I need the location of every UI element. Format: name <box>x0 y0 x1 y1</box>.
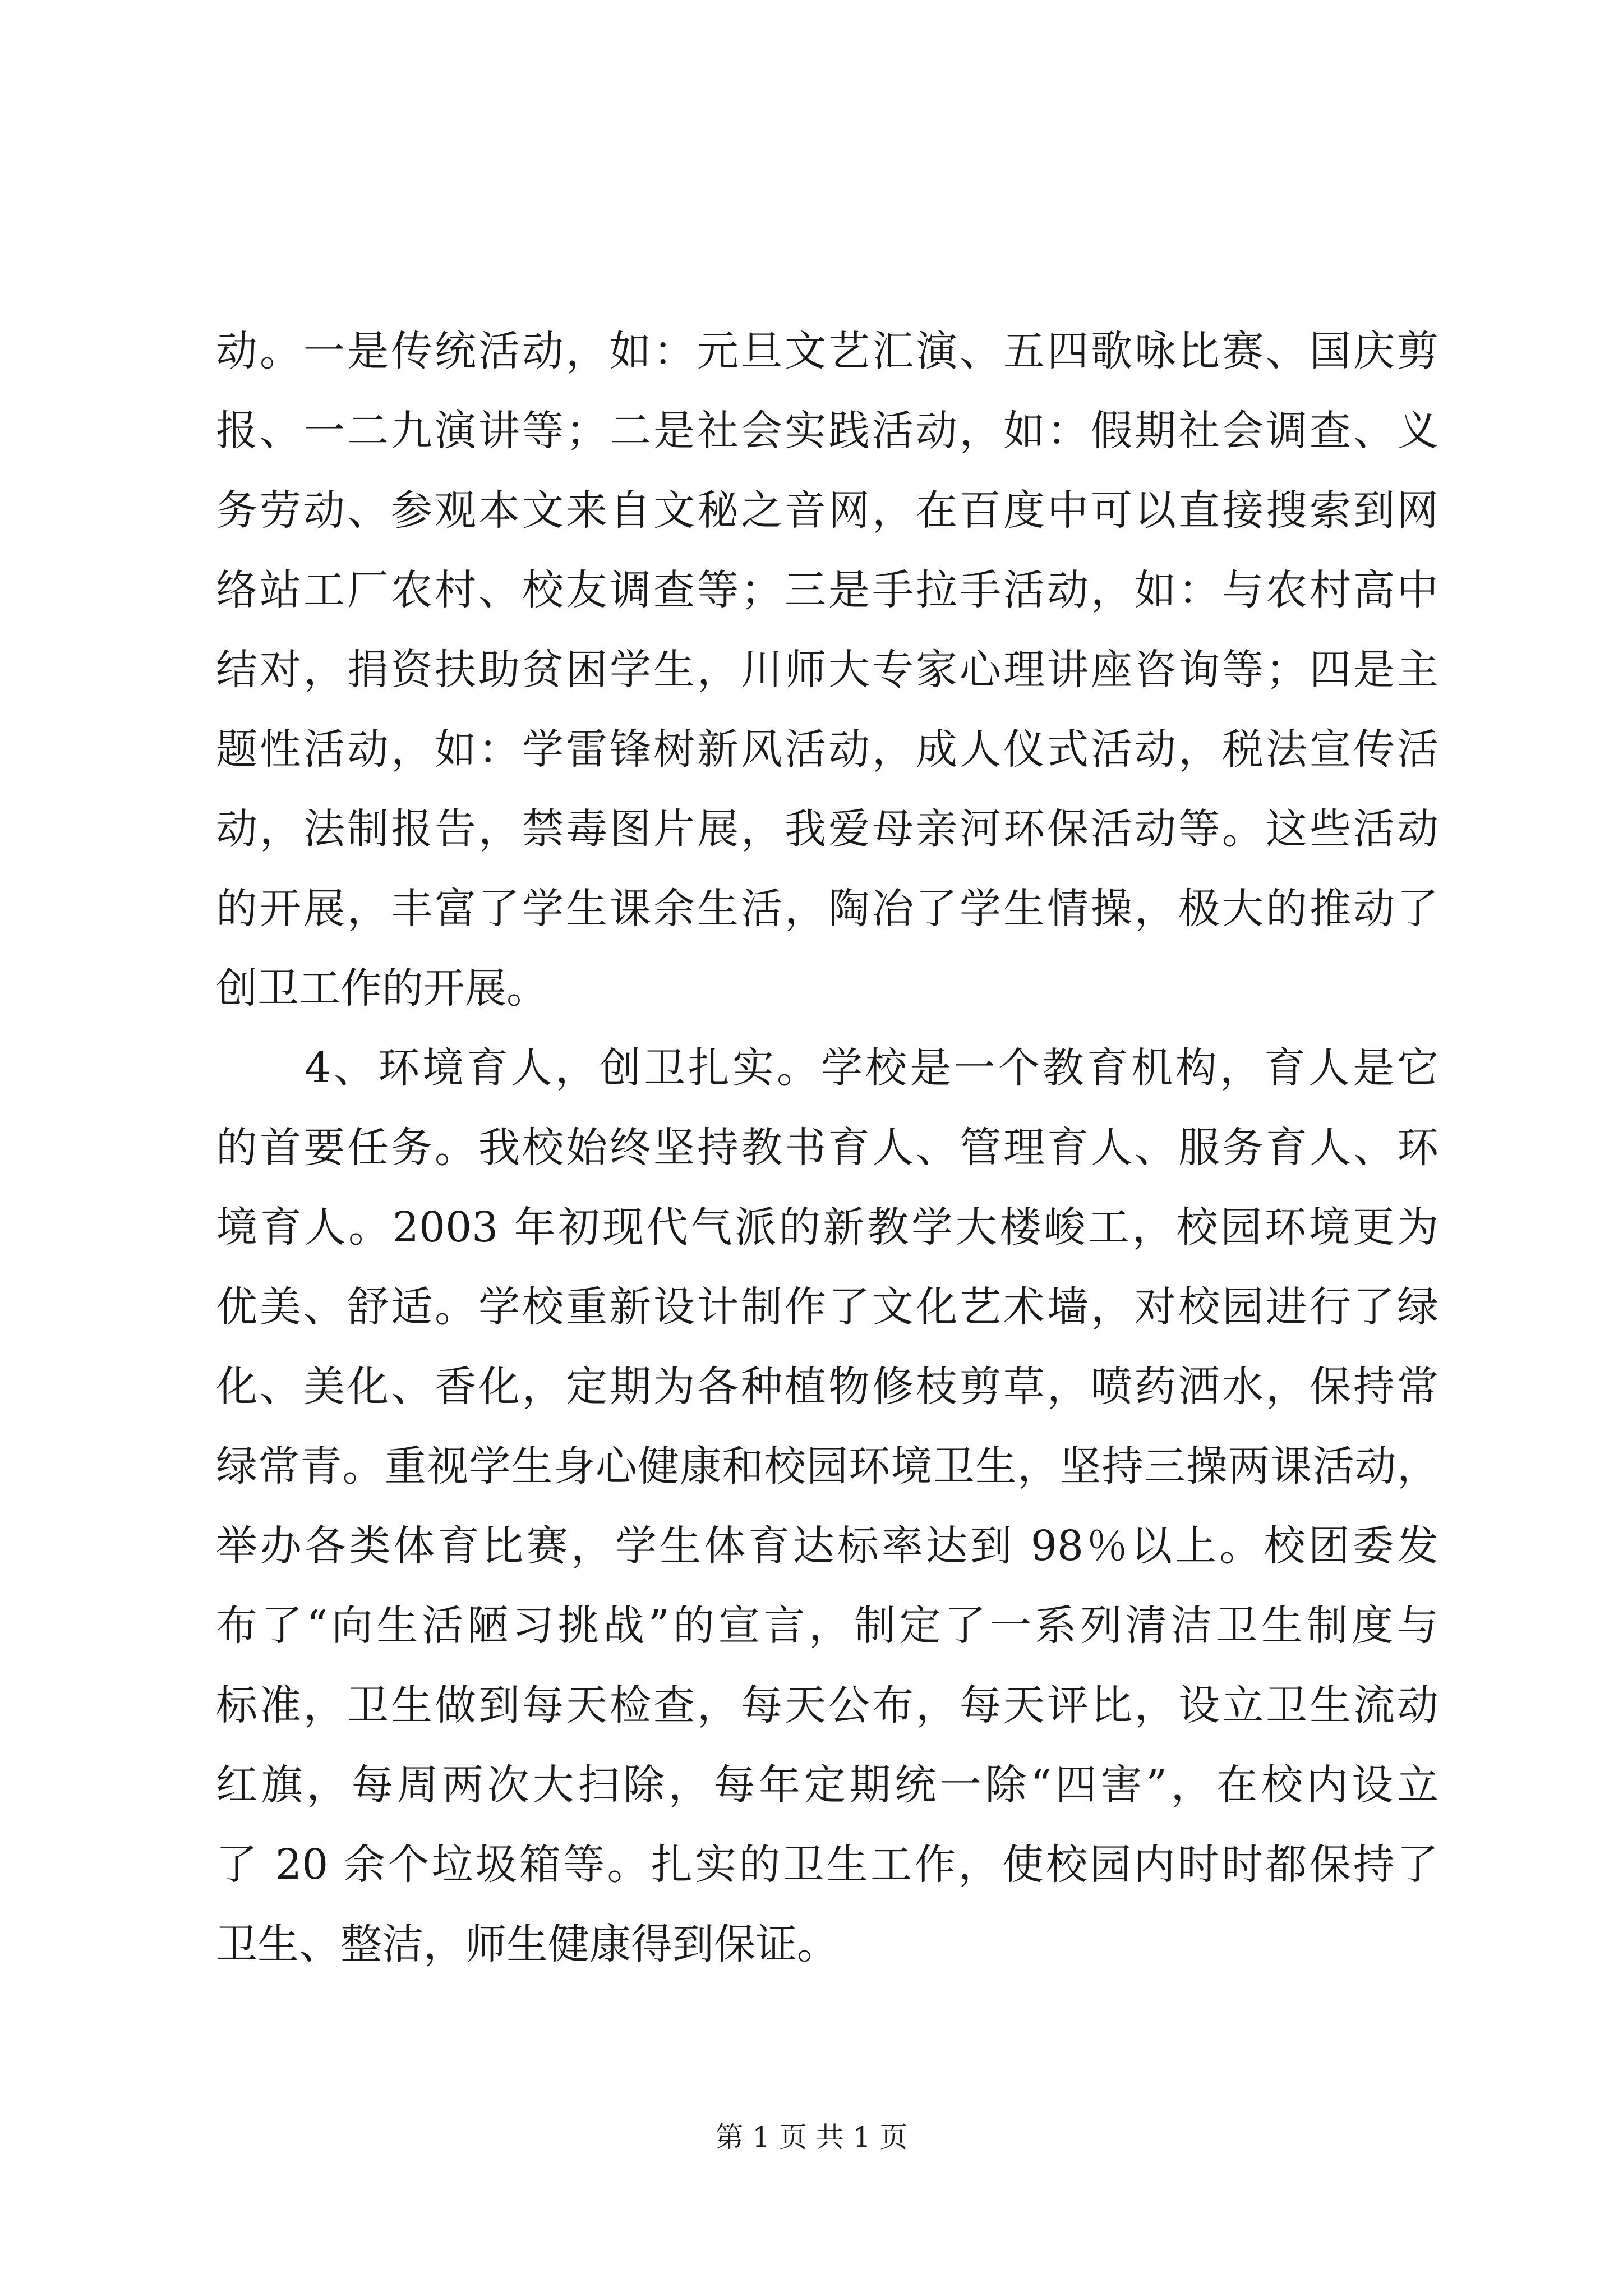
text-line: 的开展，丰富了学生课余生活，陶冶了学生情操，极大的推动了 <box>216 885 1438 933</box>
text-line: 了 20 余个垃圾箱等。扎实的卫生工作，使校园内时时都保持了 <box>216 1841 1438 1889</box>
text-line: 布了“向生活陋习挑战”的宣言，制定了一系列清洁卫生制度与 <box>216 1602 1438 1650</box>
text-line: 卫生、整洁，师生健康得到保证。 <box>216 1920 838 1968</box>
body-text <box>216 311 1438 1984</box>
text-line: 4、环境育人，创卫扎实。学校是一个教育机构，育人是它 <box>216 1044 1438 1092</box>
text-line: 题性活动，如：学雷锋树新风活动，成人仪式活动，税法宣传活 <box>216 725 1438 774</box>
text-line: 动。一是传统活动，如：元旦文艺汇演、五四歌咏比赛、国庆剪 <box>216 327 1438 375</box>
text-line: 绿常青。重视学生身心健康和校园环境卫生，坚持三操两课活动， <box>216 1442 1438 1490</box>
text-line: 务劳动、参观本文来自文秘之音网，在百度中可以直接搜索到网 <box>216 486 1438 535</box>
text-line: 报、一二九演讲等；二是社会实践活动，如：假期社会调查、义 <box>216 407 1438 455</box>
text-line: 络站工厂农村、校友调查等；三是手拉手活动，如：与农村高中 <box>216 566 1438 614</box>
text-line: 创卫工作的开展。 <box>216 964 548 1013</box>
text-line: 标准，卫生做到每天检查，每天公布，每天评比，设立卫生流动 <box>216 1681 1438 1729</box>
text-line: 举办各类体育比赛，学生体育达标率达到 98％以上。校团委发 <box>216 1522 1438 1570</box>
text-line: 的首要任务。我校始终坚持教书育人、管理育人、服务育人、环 <box>216 1124 1438 1172</box>
page-footer: 第 1 页 共 1 页 <box>715 2121 908 2154</box>
text-line: 动，法制报告，禁毒图片展，我爱母亲河环保活动等。这些活动 <box>216 805 1438 853</box>
text-line: 红旗，每周两次大扫除，每年定期统一除“四害”，在校内设立 <box>216 1761 1438 1809</box>
text-line: 结对，捐资扶助贫困学生，川师大专家心理讲座咨询等；四是主 <box>216 646 1438 694</box>
text-line: 优美、舒适。学校重新设计制作了文化艺术墙，对校园进行了绿 <box>216 1283 1438 1331</box>
text-line: 化、美化、香化，定期为各种植物修枝剪草，喷药洒水，保持常 <box>216 1363 1438 1411</box>
text-line: 境育人。2003 年初现代气派的新教学大楼峻工，校园环境更为 <box>216 1203 1438 1251</box>
